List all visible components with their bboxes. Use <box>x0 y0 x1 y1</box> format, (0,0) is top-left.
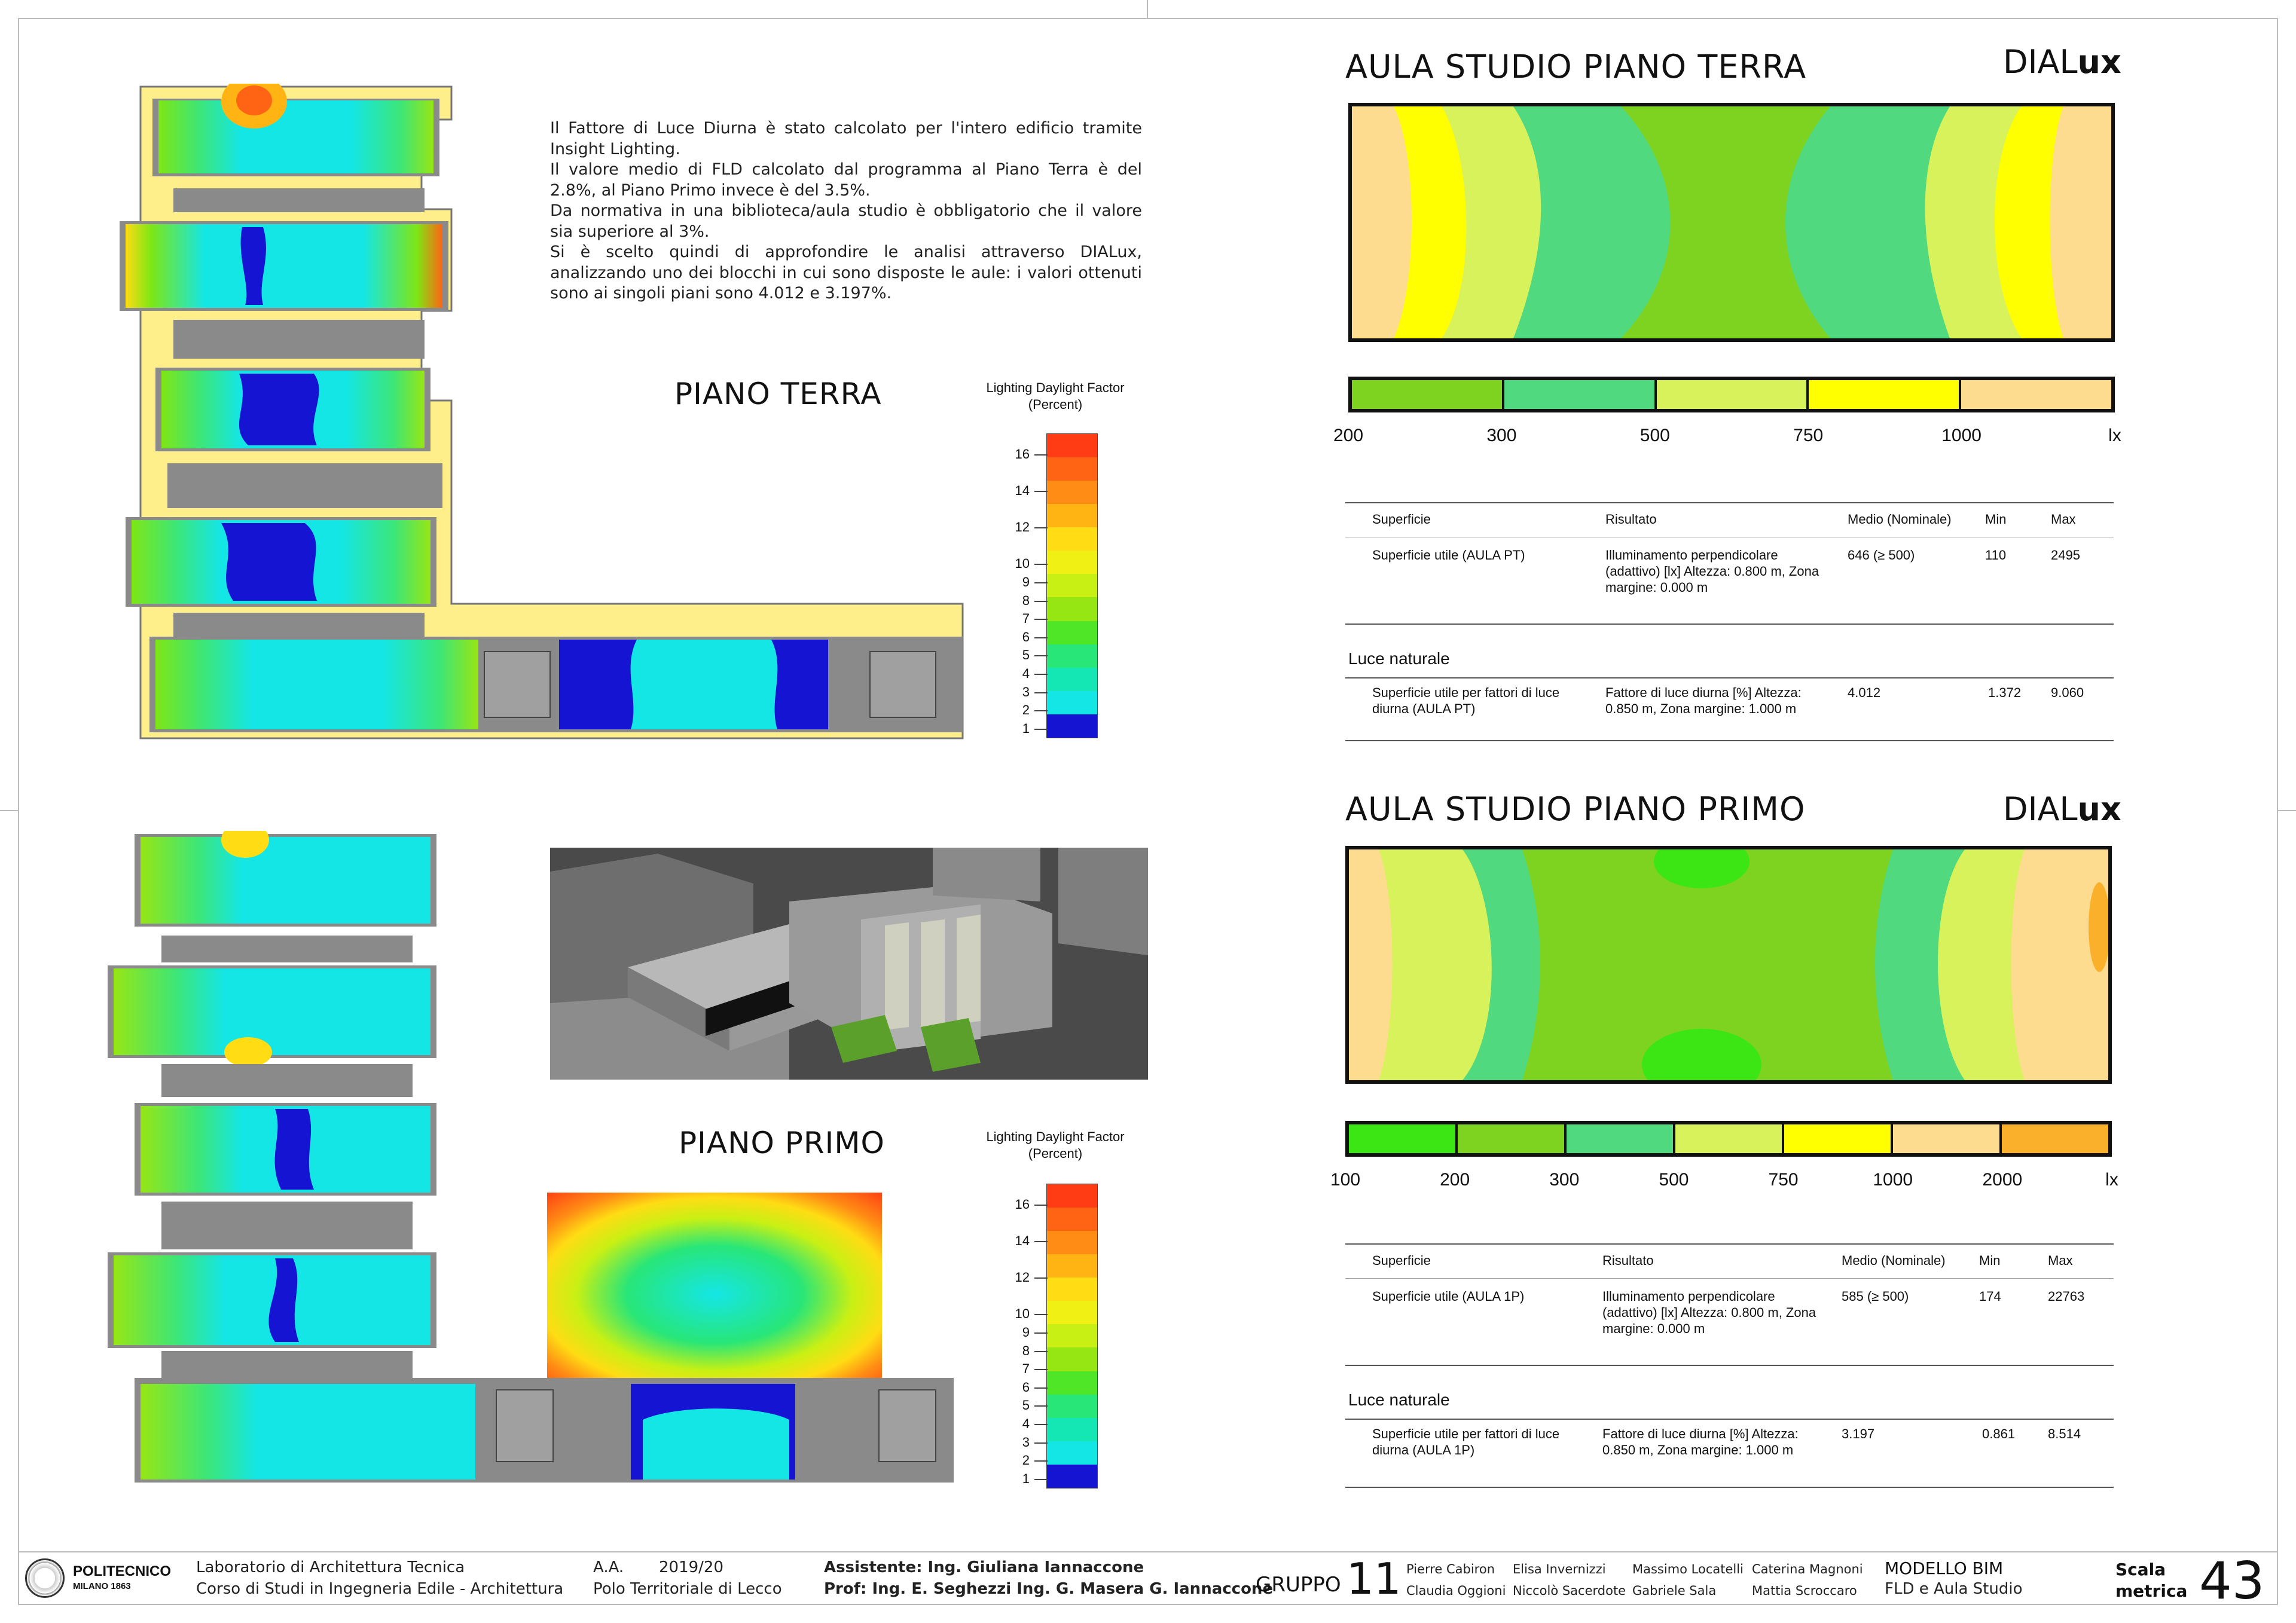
aula-pt-isoline-map <box>1348 103 2115 342</box>
aula-pt-table <box>1345 502 2114 741</box>
scale-label: lx <box>2108 426 2121 445</box>
table-cell: Fattore di luce diurna [%] Altezza: 0.850 m, Zona margine: 1.000 m <box>1602 1426 1799 1457</box>
legend-tick-label: 16 <box>993 447 1030 462</box>
table-header: Medio (Nominale) <box>1848 512 1952 527</box>
legend-color-step <box>1047 597 1097 621</box>
building-3d-render <box>550 848 1148 1080</box>
scale-color-band <box>1675 1124 1784 1153</box>
legend-color-step <box>1047 1324 1097 1347</box>
table-cell: Superficie utile per fattori di luce diurna (AULA 1P) <box>1372 1426 1560 1457</box>
legend-color-bar <box>1046 1184 1098 1488</box>
fold-line-top <box>1147 0 1148 18</box>
member-name: Gabriele Sala <box>1632 1584 1717 1598</box>
legend-color-step <box>1047 691 1097 714</box>
description-paragraph: Si è scelto quindi di approfondire le analisi attraverso DIALux, analizzando uno dei blocchi in cui sono disposte le aule: i valori ottenuti sono ai singoli piani sono 4.012 e 3.197%. <box>550 243 1142 302</box>
member-name: Claudia Oggioni <box>1406 1584 1506 1598</box>
table-cell: Superficie utile (AULA 1P) <box>1372 1289 1525 1304</box>
legend-color-bar <box>1046 433 1098 738</box>
scale-color-band <box>1893 1124 2002 1153</box>
table-section-title: Luce naturale <box>1348 1390 1450 1409</box>
title-block <box>18 1551 2278 1611</box>
legend-tick-label: 10 <box>993 556 1030 571</box>
legend-color-step <box>1047 1441 1097 1465</box>
scale-color-band <box>1349 1124 1458 1153</box>
scale-label: 300 <box>1549 1170 1580 1190</box>
legend-color-step <box>1047 1347 1097 1371</box>
aula-1p-scale <box>1345 1121 2112 1157</box>
legend-tick-label: 7 <box>993 611 1030 626</box>
scale-color-band <box>1352 380 1504 409</box>
aula-pt-scale <box>1348 377 2115 412</box>
scale-color-band <box>1567 1124 1675 1153</box>
legend-color-step <box>1047 668 1097 691</box>
legend-tick-label: 2 <box>993 702 1030 718</box>
scale-label: 500 <box>1659 1170 1689 1190</box>
course-title: Laboratorio di Architettura Tecnica <box>196 1558 465 1576</box>
table-section-title: Luce naturale <box>1348 649 1450 668</box>
polo-lecco: Polo Territoriale di Lecco <box>593 1580 782 1598</box>
table-header: Max <box>2051 512 2076 527</box>
table-header: Superficie <box>1372 1253 1431 1268</box>
legend-color-step <box>1047 1418 1097 1441</box>
table-header: Risultato <box>1602 1253 1654 1268</box>
legend-tick-label: 2 <box>993 1453 1030 1468</box>
daylight-legend-ground <box>993 433 1100 738</box>
table-header: Max <box>2048 1253 2073 1268</box>
legend-color-step <box>1047 714 1097 738</box>
table-cell: 3.197 <box>1842 1426 1875 1441</box>
legend-tick-label: 9 <box>993 1325 1030 1340</box>
legend-color-step <box>1047 504 1097 527</box>
aula-1p-isoline-map <box>1345 846 2112 1084</box>
table-cell: Fattore di luce diurna [%] Altezza: 0.850 m, Zona margine: 1.000 m <box>1605 685 1802 716</box>
legend-tick-label: 8 <box>993 1343 1030 1359</box>
legend-color-step <box>1047 574 1097 597</box>
legend-color-step <box>1047 527 1097 551</box>
scale-label: 2000 <box>1982 1170 2023 1190</box>
legend-tick-label: 9 <box>993 574 1030 590</box>
ground-plan-title: PIANO TERRA <box>674 377 882 411</box>
page-number: 43 <box>2199 1551 2265 1611</box>
legend-color-step <box>1047 481 1097 504</box>
description-paragraph: Il valore medio di FLD calcolato dal programma al Piano Terra è del 2.8%, al Piano Primo invece è del 3.5%. <box>550 160 1142 200</box>
legend-title-ground <box>975 380 1136 413</box>
table-rule <box>1345 623 2114 625</box>
legend-color-step <box>1047 434 1097 457</box>
description-paragraph: Il Fattore di Luce Diurna è stato calcolato per l'intero edificio tramite Insight Lighting. <box>550 119 1142 158</box>
scale-color-band <box>1458 1124 1567 1153</box>
legend-title-first <box>975 1129 1136 1162</box>
legend-color-step <box>1047 551 1097 574</box>
scale-label: 500 <box>1639 426 1670 445</box>
daylight-legend-first <box>993 1184 1100 1488</box>
member-name: Caterina Magnoni <box>1752 1562 1863 1576</box>
legend-color-step <box>1047 1184 1097 1208</box>
model-title: MODELLO BIM <box>1885 1558 2004 1578</box>
scale-color-band <box>1657 380 1809 409</box>
member-name: Niccolò Sacerdote <box>1513 1584 1626 1598</box>
legend-title-line: (Percent) <box>1028 397 1083 412</box>
table-cell: Superficie utile per fattori di luce diurna (AULA PT) <box>1372 685 1560 716</box>
dialux-suffix: ux <box>2077 790 2121 828</box>
table-rule <box>1345 677 2114 678</box>
table-cell: 174 <box>1979 1289 2001 1304</box>
legend-title-line: (Percent) <box>1028 1146 1083 1161</box>
aa-value: 2019/20 <box>659 1558 724 1576</box>
description-text <box>550 118 1142 304</box>
scale-label: 200 <box>1333 426 1364 445</box>
scale-label: lx <box>2105 1170 2118 1190</box>
scale-label: 1000 <box>1941 426 1981 445</box>
legend-tick-label: 1 <box>993 721 1030 736</box>
scale-label: 100 <box>1330 1170 1361 1190</box>
legend-tick-label: 5 <box>993 647 1030 663</box>
legend-color-step <box>1047 621 1097 644</box>
scale-label: 200 <box>1440 1170 1470 1190</box>
legend-color-step <box>1047 1208 1097 1231</box>
aula-1p-title: AULA STUDIO PIANO PRIMO <box>1345 790 1806 828</box>
legend-tick-label: 14 <box>993 1233 1030 1249</box>
legend-color-step <box>1047 457 1097 481</box>
group-label: GRUPPO <box>1256 1573 1341 1597</box>
first-plan-title: PIANO PRIMO <box>679 1126 885 1160</box>
fold-line-left <box>0 810 18 811</box>
legend-title-line: Lighting Daylight Factor <box>986 380 1125 395</box>
dialux-suffix: ux <box>2077 43 2121 81</box>
table-cell: 22763 <box>2048 1289 2085 1304</box>
legend-tick-label: 8 <box>993 593 1030 609</box>
aa-label: A.A. <box>593 1558 624 1576</box>
scale-color-band <box>1784 1124 1893 1153</box>
member-name: Mattia Scroccaro <box>1752 1584 1857 1598</box>
group-number: 11 <box>1347 1554 1402 1604</box>
legend-color-step <box>1047 1371 1097 1395</box>
legend-tick-label: 12 <box>993 519 1030 535</box>
legend-color-step <box>1047 1231 1097 1254</box>
table-cell: Illuminamento perpendicolare (adattivo) [lx] Altezza: 0.800 m, Zona margine: 0.000 m <box>1605 548 1819 595</box>
member-name: Elisa Invernizzi <box>1513 1562 1606 1576</box>
legend-tick-label: 7 <box>993 1361 1030 1377</box>
assistant: Assistente: Ing. Giuliana Iannaccone <box>824 1558 1144 1576</box>
scale-label: 1000 <box>1873 1170 1913 1190</box>
legend-color-step <box>1047 1277 1097 1301</box>
legend-title-line: Lighting Daylight Factor <box>986 1129 1125 1144</box>
table-cell: 0.861 <box>1982 1426 2016 1441</box>
model-subtitle: FLD e Aula Studio <box>1885 1580 2023 1598</box>
legend-color-step <box>1047 644 1097 668</box>
fold-line-right <box>2278 810 2296 811</box>
scale-label: 750 <box>1793 426 1824 445</box>
member-name: Massimo Locatelli <box>1632 1562 1744 1576</box>
scale-label: Scala <box>2115 1560 2166 1579</box>
table-rule <box>1345 1278 2114 1279</box>
table-rule <box>1345 1365 2114 1366</box>
table-cell: 110 <box>1985 548 2007 563</box>
legend-tick-label: 14 <box>993 483 1030 499</box>
table-cell: 1.372 <box>1988 685 2022 700</box>
scale-color-band <box>2002 1124 2108 1153</box>
legend-color-step <box>1047 1395 1097 1418</box>
legend-tick-label: 3 <box>993 684 1030 700</box>
table-header: Medio (Nominale) <box>1842 1253 1946 1268</box>
scale-label: 300 <box>1486 426 1517 445</box>
table-cell: 8.514 <box>2048 1426 2081 1441</box>
scale-color-band <box>1504 380 1657 409</box>
legend-tick-label: 6 <box>993 629 1030 645</box>
dialux-logo <box>2003 43 2121 81</box>
aula-pt-title: AULA STUDIO PIANO TERRA <box>1345 48 1807 85</box>
table-header: Superficie <box>1372 512 1431 527</box>
table-header: Min <box>1985 512 2007 527</box>
table-header: Min <box>1979 1253 2001 1268</box>
aula-1p-table <box>1345 1243 2114 1488</box>
legend-tick-label: 4 <box>993 666 1030 681</box>
legend-tick-label: 4 <box>993 1416 1030 1432</box>
politecnico-logo-icon <box>25 1558 65 1598</box>
legend-tick-label: 10 <box>993 1306 1030 1322</box>
table-rule <box>1345 1419 2114 1420</box>
legend-tick-label: 3 <box>993 1435 1030 1450</box>
member-name: Pierre Cabiron <box>1406 1562 1495 1576</box>
table-cell: 2495 <box>2051 548 2080 563</box>
scale-color-band <box>1961 380 2111 409</box>
legend-color-step <box>1047 1254 1097 1277</box>
description-paragraph: Da normativa in una biblioteca/aula studio è obbligatorio che il valore sia superiore al 3%. <box>550 201 1142 241</box>
table-rule <box>1345 1487 2114 1488</box>
scale-color-band <box>1809 380 1961 409</box>
legend-tick-label: 12 <box>993 1270 1030 1285</box>
table-header: Risultato <box>1605 512 1657 527</box>
table-cell: 646 (≥ 500) <box>1848 548 1915 563</box>
table-cell: 4.012 <box>1848 685 1881 700</box>
dialux-prefix: DIAL <box>2003 43 2078 81</box>
legend-tick-label: 16 <box>993 1197 1030 1212</box>
professors: Prof: Ing. E. Seghezzi Ing. G. Masera G. Iannaccone <box>824 1580 1274 1598</box>
dialux-prefix: DIAL <box>2003 790 2078 828</box>
table-cell: 9.060 <box>2051 685 2084 700</box>
course-subtitle: Corso di Studi in Ingegneria Edile - Architettura <box>196 1580 564 1598</box>
table-cell: Illuminamento perpendicolare (adattivo) [lx] Altezza: 0.800 m, Zona margine: 0.000 m <box>1602 1289 1816 1336</box>
legend-tick-label: 5 <box>993 1398 1030 1413</box>
dialux-logo <box>2003 790 2121 828</box>
scale-label: 750 <box>1768 1170 1799 1190</box>
legend-color-step <box>1047 1465 1097 1488</box>
scale-sub: metrica <box>2115 1581 2188 1601</box>
legend-color-step <box>1047 1301 1097 1324</box>
legend-tick-label: 1 <box>993 1471 1030 1487</box>
politecnico-sub: MILANO 1863 <box>73 1581 131 1591</box>
legend-tick-label: 6 <box>993 1380 1030 1395</box>
table-rule <box>1345 740 2114 741</box>
politecnico-name: POLITECNICO <box>73 1563 172 1579</box>
table-cell: 585 (≥ 500) <box>1842 1289 1909 1304</box>
table-cell: Superficie utile (AULA PT) <box>1372 548 1525 563</box>
